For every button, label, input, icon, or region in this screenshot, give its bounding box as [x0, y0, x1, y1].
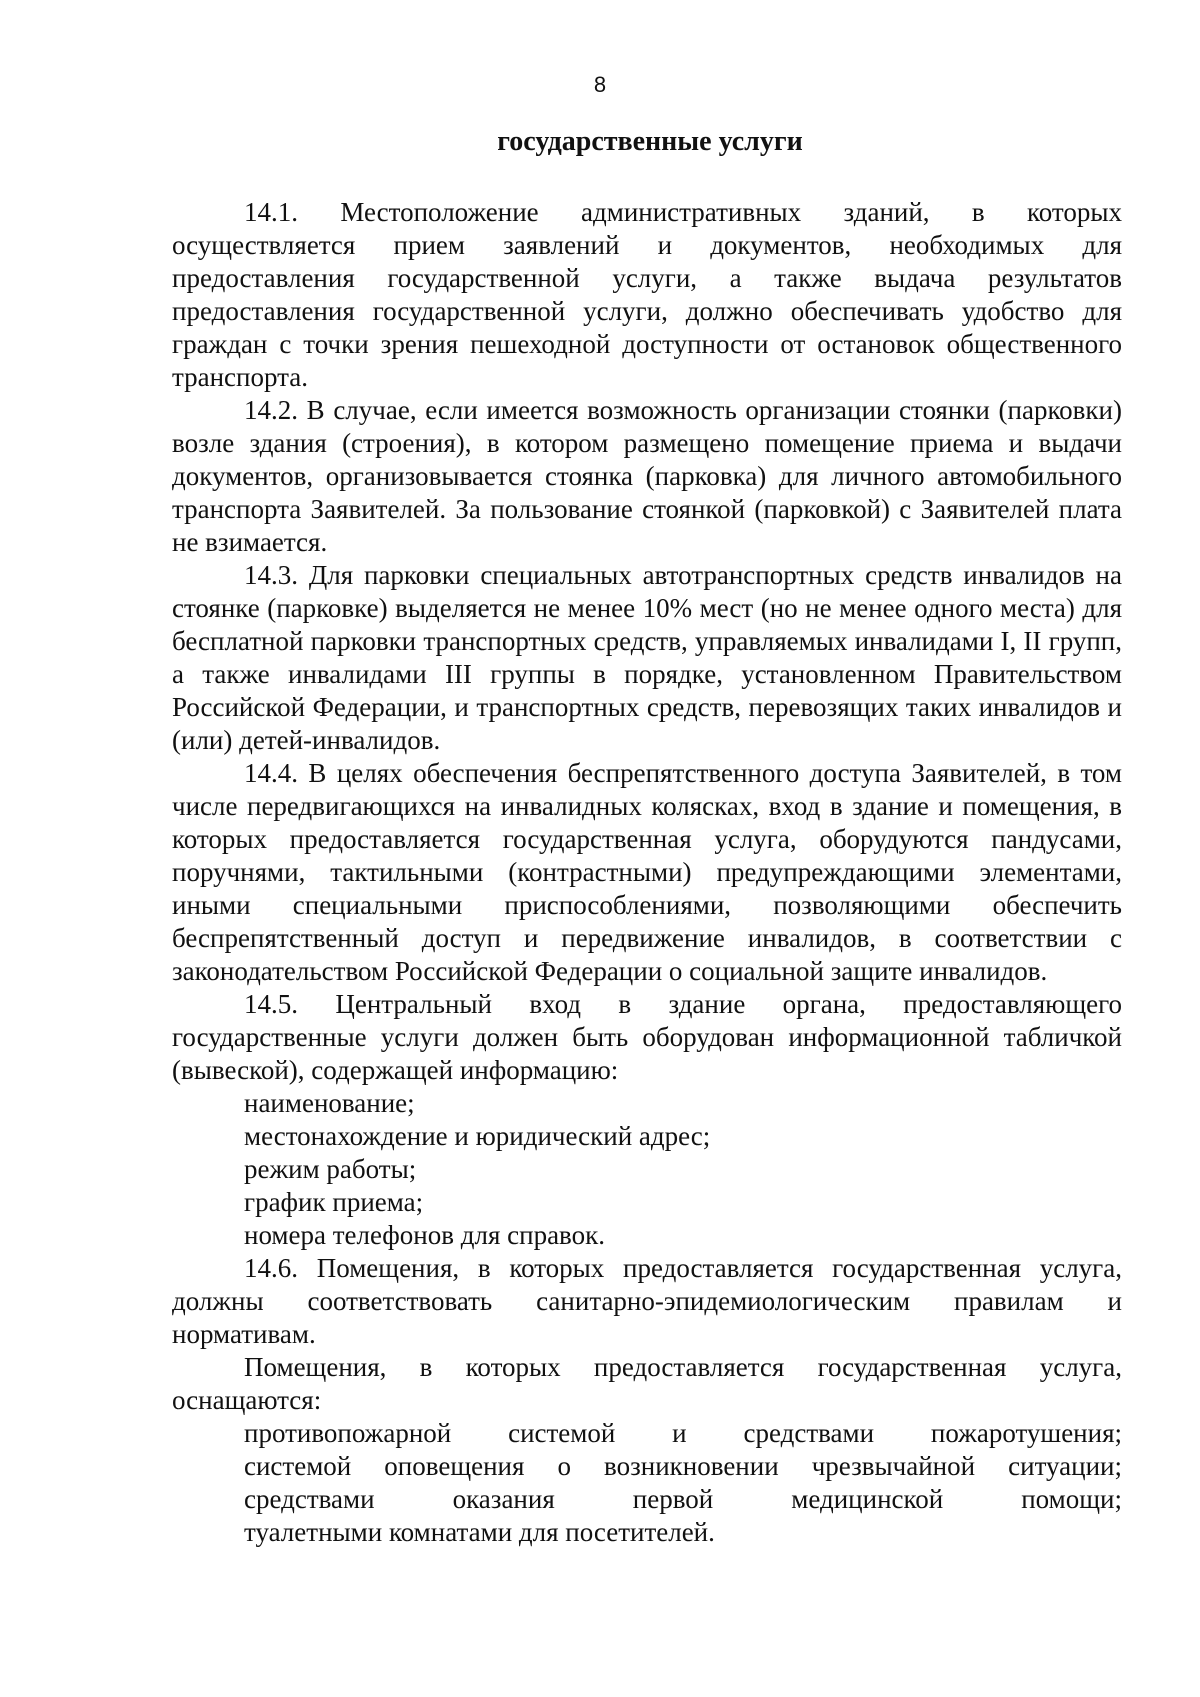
paragraph-14-1: 14.1. Местоположение административных зданий, в которых осуществляется прием заявлений и документов, необходимых для предоставления государственной услуги, а также выдача результатов предоставления государственной услуги, должно обеспечивать удобство для граждан с точки зрения пешеходной доступности от остановок общественного транспорта. — [172, 197, 1122, 392]
list-item: график приема; — [244, 1187, 424, 1217]
paragraph-equipped: Помещения, в которых предоставляется государственная услуга, оснащаются: — [172, 1352, 1122, 1415]
page-number: 8 — [593, 72, 607, 97]
list-item: наименование; — [244, 1088, 415, 1118]
signboard-info-list — [172, 1087, 1122, 1252]
paragraph-14-6: 14.6. Помещения, в которых предоставляется государственная услуга, должны соответствовать санитарно-эпидемиологическим правилам и нормативам. — [172, 1253, 1122, 1349]
document-body — [172, 196, 1122, 1549]
section-heading: государственные услуги — [497, 126, 803, 157]
paragraph-14-2: 14.2. В случае, если имеется возможность организации стоянки (парковки) возле здания (строения), в котором размещено помещение приема и выдачи документов, организовывается стоянка (парковка) для личного автомобильного транспорта Заявителей. За пользование стоянкой (парковкой) с Заявителей плата не взимается. — [172, 395, 1122, 557]
list-item: номера телефонов для справок. — [244, 1220, 605, 1250]
paragraph-14-4: 14.4. В целях обеспечения беспрепятственного доступа Заявителей, в том числе передвигающихся на инвалидных колясках, вход в здание и помещения, в которых предоставляется государственная услуга, оборудуются пандусами, поручнями, тактильными (контрастными) предупреждающими элементами, иными специальными приспособлениями, позволяющими обеспечить беспрепятственный доступ и передвижение инвалидов, в соответствии с законодательством Российской Федерации о социальной защите инвалидов. — [172, 758, 1122, 986]
list-item: системой оповещения о возникновении чрезвычайной ситуации; — [244, 1451, 1122, 1481]
paragraph-14-5: 14.5. Центральный вход в здание органа, предоставляющего государственные услуги должен быть оборудован информационной табличкой (вывеской), содержащей информацию: — [172, 989, 1122, 1085]
list-item: противопожарной системой и средствами пожаротушения; — [244, 1418, 1122, 1448]
equipment-list — [172, 1417, 1122, 1549]
list-item: местонахождение и юридический адрес; — [244, 1121, 711, 1151]
list-item: средствами оказания первой медицинской помощи; — [244, 1484, 1122, 1514]
list-item: туалетными комнатами для посетителей. — [244, 1517, 715, 1547]
list-item: режим работы; — [244, 1154, 417, 1184]
paragraph-14-3: 14.3. Для парковки специальных автотранспортных средств инвалидов на стоянке (парковке) выделяется не менее 10% мест (но не менее одного места) для бесплатной парковки транспортных средств, управляемых инвалидами I, II групп, а также инвалидами III группы в порядке, установленном Правительством Российской Федерации, и транспортных средств, перевозящих таких инвалидов и (или) детей-инвалидов. — [172, 560, 1122, 755]
